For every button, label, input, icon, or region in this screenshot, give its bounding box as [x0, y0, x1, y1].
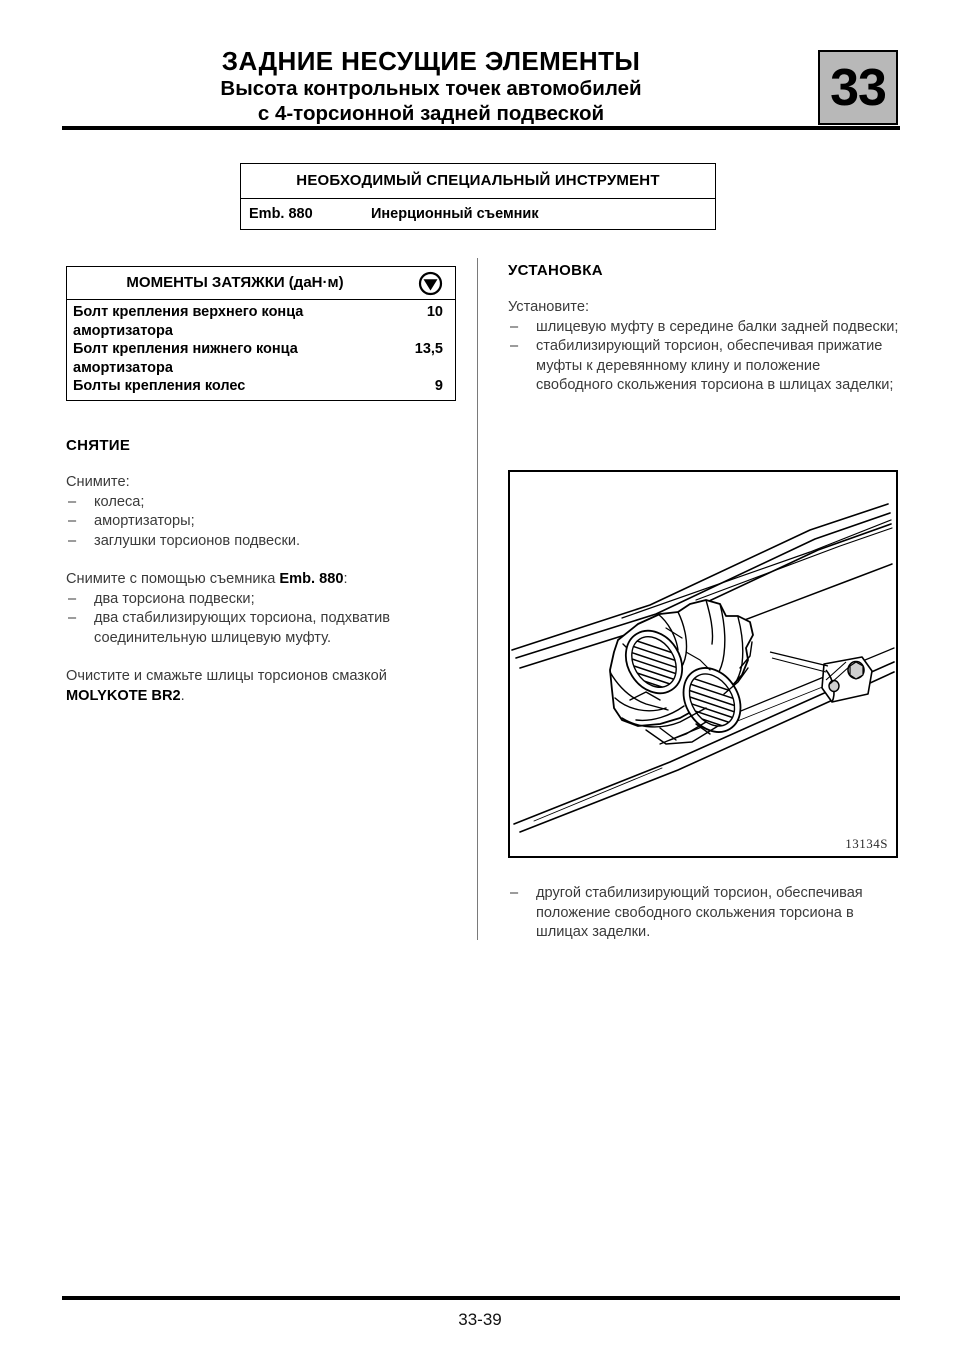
footer-divider-rule	[62, 1296, 900, 1300]
list-item	[508, 318, 900, 338]
torque-warning-icon	[418, 271, 443, 296]
torque-table-body	[67, 300, 455, 400]
list-item-label: колеса;	[94, 493, 145, 510]
removal-list-1	[66, 493, 446, 552]
grease-product-name: MOLYKOTE BR2	[66, 687, 181, 704]
installation-section	[508, 262, 900, 396]
special-tool-row	[241, 199, 715, 229]
dash-bullet-icon: –	[510, 885, 519, 901]
list-item-label: амортизаторы;	[94, 513, 195, 529]
column-divider	[477, 258, 478, 940]
torque-row-label: Болт крепления верхнего конца амортизатора	[73, 304, 304, 339]
table-row	[67, 340, 455, 377]
list-item-label: другой стабилизирующий торсион, обеспечивая положение свободного скольжения торсиона в шлицах заделки.	[536, 885, 863, 940]
page-subtitle-line-1: Высота контрольных точек автомобилей	[220, 77, 642, 100]
list-item	[508, 884, 900, 943]
suspension-diagram-svg	[510, 472, 896, 856]
installation-caption-section	[508, 884, 900, 943]
removal-tool-reference: Emb. 880	[279, 571, 344, 587]
dash-bullet-icon: –	[68, 513, 77, 529]
installation-heading: УСТАНОВКА	[508, 262, 603, 279]
removal-grease-note-suffix: .	[180, 687, 185, 704]
dash-bullet-icon: –	[68, 610, 77, 626]
list-item	[66, 590, 446, 610]
torque-row-label: Болты крепления колес	[73, 378, 246, 394]
table-row	[67, 303, 455, 340]
page-title: ЗАДНИЕ НЕСУЩИЕ ЭЛЕМЕНТЫ	[221, 46, 641, 76]
dash-bullet-icon: –	[510, 318, 519, 335]
dash-bullet-icon: –	[68, 532, 77, 549]
dash-bullet-icon: –	[68, 590, 77, 607]
list-item-label: шлицевую муфту в середине балки задней подвески;	[536, 318, 899, 335]
torque-values-table	[66, 266, 456, 401]
torque-row-value: 9	[434, 378, 443, 394]
page-header	[0, 0, 960, 132]
suspension-diagram-figure	[508, 470, 898, 858]
torque-row-value: 10	[426, 304, 443, 320]
list-item-label: два стабилизирующих торсиона, подхватив соединительную шлицевую муфту.	[94, 610, 391, 646]
removal-heading: СНЯТИЕ	[66, 437, 131, 454]
removal-list-2	[66, 590, 446, 649]
torque-row-value: 13,5	[414, 341, 443, 357]
list-item	[66, 493, 446, 513]
removal-intro-1: Снимите:	[66, 474, 130, 490]
list-item	[66, 512, 446, 532]
chapter-number-label: 33	[830, 58, 886, 117]
removal-grease-note-text: Очистите и смажьте шлицы торсионов смазкой	[66, 668, 387, 684]
torque-table-header	[67, 267, 455, 300]
installation-intro: Установите:	[508, 299, 589, 315]
torque-table-title: МОМЕНТЫ ЗАТЯЖКИ (даН·м)	[126, 274, 344, 291]
removal-intro-2	[66, 570, 446, 590]
figure-reference-code: 13134S	[845, 836, 888, 851]
removal-grease-note	[66, 667, 446, 706]
list-item-label: стабилизирующий торсион, обеспечивая прижатие муфты к деревянному клину и положение свободного скольжения торсиона в шлицах заделки;	[536, 338, 894, 393]
page-subtitle-line-2: с 4-торсионной задней подвеской	[257, 102, 605, 125]
page-number: 33-39	[458, 1310, 502, 1329]
removal-section	[66, 437, 446, 706]
header-title-group	[62, 46, 800, 126]
list-item	[66, 609, 446, 648]
chapter-number-badge	[818, 50, 898, 125]
list-item	[66, 532, 446, 552]
installation-list	[508, 318, 900, 396]
special-tool-box	[240, 163, 716, 230]
removal-intro-2-suffix: :	[343, 571, 348, 587]
dash-bullet-icon: –	[510, 338, 519, 354]
special-tool-box-title: НЕОБХОДИМЫЙ СПЕЦИАЛЬНЫЙ ИНСТРУМЕНТ	[241, 164, 715, 199]
installation-caption-list	[508, 884, 900, 943]
list-item-label: два торсиона подвески;	[94, 590, 255, 607]
special-tool-description: Инерционный съемник	[371, 206, 539, 222]
header-divider-rule	[62, 126, 900, 130]
removal-intro-2-prefix: Снимите с помощью съемника	[66, 571, 280, 587]
torque-row-label: Болт крепления нижнего конца амортизатора	[73, 341, 298, 376]
special-tool-reference: Emb. 880	[249, 206, 313, 222]
list-item-label: заглушки торсионов подвески.	[94, 532, 301, 549]
list-item	[508, 337, 900, 396]
table-row	[67, 377, 455, 396]
dash-bullet-icon: –	[68, 493, 77, 510]
